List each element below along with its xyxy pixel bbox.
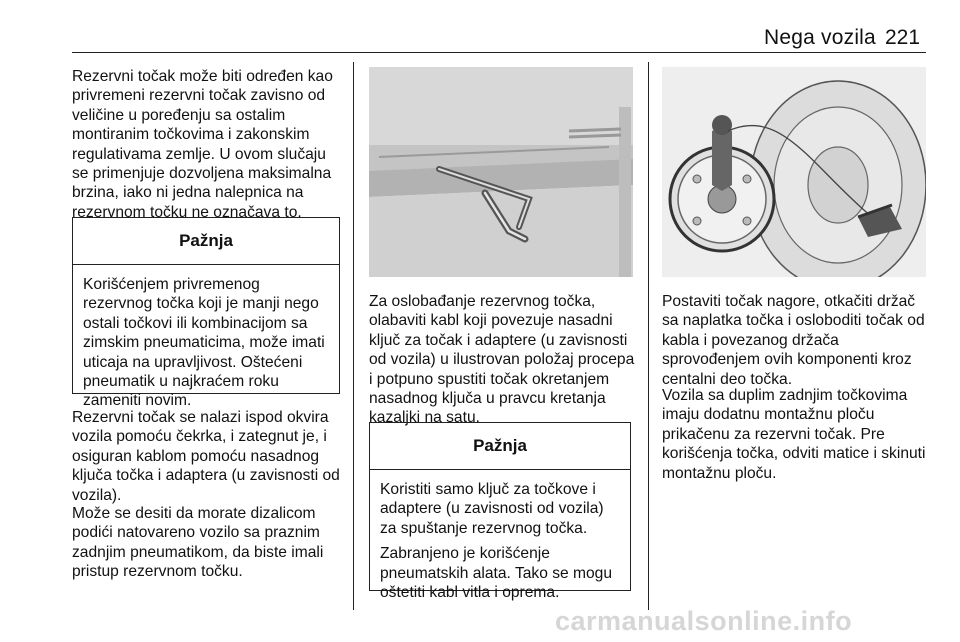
dual-wheels-paragraph: Vozila sa duplim zadnjim točkovima imaju dodatnu montažnu ploču prikačenu za rezervni točak. Pre korišćenja točka, odviti matice i skinuti montažnu ploču. (662, 387, 926, 482)
page-header-title: Nega vozila (764, 26, 876, 49)
page-number: 221 (885, 26, 921, 49)
warning-text-2: Zabranjeno je korišćenje pneumatskih alata. Tako se mogu oštetiti kabl vitla i oprema. (380, 545, 613, 602)
warning-text: Korišćenjem privremenog rezervnog točka koji je manji nego ostali točkovi ili kombinacijom sa zimskim pneumaticima, može imati uticaja na upravljivost. Oštećeni pneumatik u najkraćem roku zameniti novim. (83, 276, 325, 410)
illustration-wheel-wrench-under-bumper (369, 67, 633, 277)
release-instructions-paragraph: Za oslobađanje rezervnog točka, olabaviti kabl koji povezuje nasadni ključ za točak i adaptere (u zavisnosti od vozila) u ilustrovan položaj procepa i potpuno spustiti točak okretanjem nasadnog ključa u pravcu kretanja kazaljki na satu. (369, 293, 635, 427)
spare-wheel-icon (662, 67, 926, 277)
warning-text-1: Koristiti samo ključ za točkove i adaptere (u zavisnosti od vozila) za spuštanje rezervnog točka. (380, 481, 604, 537)
header-rule (72, 52, 926, 53)
spare-wheel-paragraph: Rezervni točak može biti određen kao privremeni rezervni točak zavisno od veličine u poređenju sa ostalim montiranim točkovima i zakonskim regulativama zemlje. U ovom slučaju se primenjuje dozvoljena maksimalna brzina, iako ni jedna nalepnica na rezervnom točku ne označava to. (72, 68, 333, 221)
warning-title: Pažnja (370, 423, 630, 470)
watermark: carmanualsonline.info (555, 606, 853, 636)
wrench-bumper-icon (369, 67, 633, 277)
mount-instructions-paragraph: Postaviti točak nagore, otkačiti držač sa naplatka točka i osloboditi točak od kabla i povezanog držača sprovođenjem ovih komponenti kroz centalni deo točka. (662, 293, 925, 388)
spare-location-paragraph: Rezervni točak se nalazi ispod okvira vozila pomoću čekrka, i zategnut je, i osiguran kablom pomoću nasadnog ključa točka i adaptera (u zavisnosti od vozila). (72, 409, 340, 504)
column-divider-2 (648, 62, 649, 610)
warning-box-tools (369, 422, 631, 602)
warning-title: Pažnja (73, 218, 339, 265)
jacking-paragraph: Može se desiti da morate dizalicom podići natovareno vozilo sa praznim zadnjim pneumatikom, da biste imali pristup rezervnom točku. (72, 505, 324, 581)
illustration-spare-wheel-cable-holder (662, 67, 926, 277)
warning-box-temporary-spare (72, 217, 340, 410)
column-divider-1 (353, 62, 354, 610)
